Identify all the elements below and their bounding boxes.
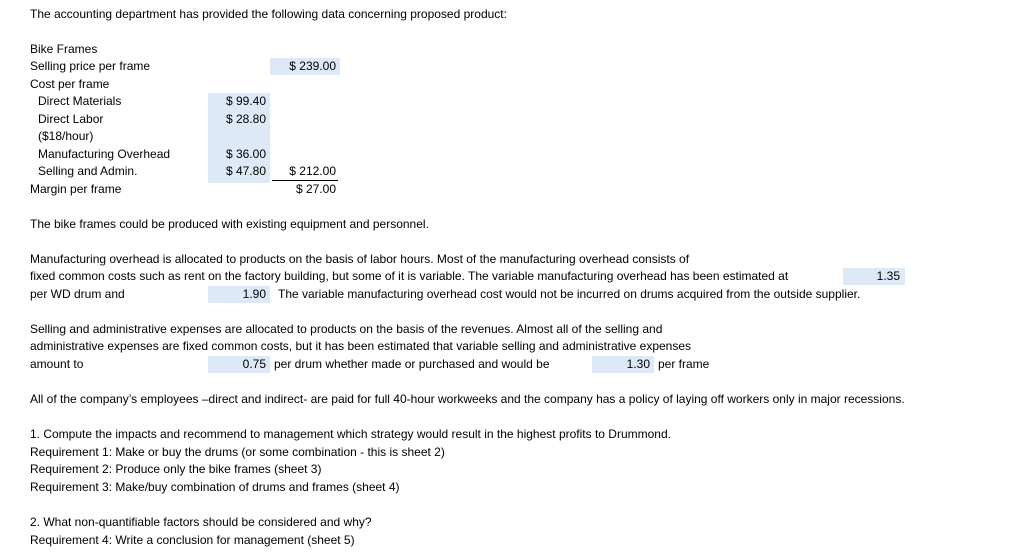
overhead-line-3-pre: per WD drum and <box>30 287 125 301</box>
manufacturing-overhead-label: Manufacturing Overhead <box>38 147 171 161</box>
employees-text: All of the company’s employees –direct and indirect- are paid for full 40-hour workweeks and the company has a policy of laying off workers only in major recessions. <box>30 392 905 406</box>
overhead-value-1: 1.35 <box>876 269 900 283</box>
cost-per-frame-label: Cost per frame <box>30 77 110 91</box>
margin-value: $ 27.00 <box>295 182 336 196</box>
overhead-line-2: fixed common costs such as rent on the factory building, but some of it is variable. The variable manufacturing overhead has been estimated at <box>30 269 789 283</box>
selling-line-3-mid: per drum whether made or purchased and would be <box>274 357 550 371</box>
selling-line-2: administrative expenses are fixed common costs, but it has been estimated that variable selling and administrative expenses <box>30 339 692 353</box>
bike-frames-heading: Bike Frames <box>30 42 98 56</box>
direct-labor-value: $ 28.80 <box>225 112 266 126</box>
question-2: 2. What non-quantifiable factors should be considered and why? <box>30 515 372 529</box>
direct-materials-label: Direct Materials <box>38 94 122 108</box>
manufacturing-overhead-value: $ 36.00 <box>225 147 266 161</box>
overhead-line-1: Manufacturing overhead is allocated to products on the basis of labor hours. Most of the manufacturing overhead consists of <box>30 252 690 266</box>
margin-label: Margin per frame <box>30 182 122 196</box>
selling-line-1: Selling and administrative expenses are allocated to products on the basis of the revenues. Almost all of the selling and <box>30 322 663 336</box>
selling-value-2: 1.30 <box>626 357 650 371</box>
direct-materials-value: $ 99.40 <box>225 94 266 108</box>
selling-admin-value: $ 47.80 <box>225 164 266 178</box>
selling-line-3-post: per frame <box>658 357 710 371</box>
selling-line-3-pre: amount to <box>30 357 84 371</box>
selling-price-label: Selling price per frame <box>30 59 151 73</box>
labor-rate-label: ($18/hour) <box>38 129 94 143</box>
overhead-line-3-post: The variable manufacturing overhead cost would not be incurred on drums acquired from the outside supplier. <box>278 287 861 301</box>
requirement-4: Requirement 4: Write a conclusion for management (sheet 5) <box>30 533 355 547</box>
selling-value-1: 0.75 <box>242 357 266 371</box>
total-cost-value: $ 212.00 <box>289 164 336 178</box>
total-underline <box>272 180 338 181</box>
question-1: 1. Compute the impacts and recommend to management which strategy would result in the highest profits to Drummond. <box>30 427 671 441</box>
overhead-value-2: 1.90 <box>242 287 266 301</box>
equipment-text: The bike frames could be produced with existing equipment and personnel. <box>30 217 429 231</box>
requirement-2: Requirement 2: Produce only the bike frames (sheet 3) <box>30 462 322 476</box>
requirement-1: Requirement 1: Make or buy the drums (or some combination - this is sheet 2) <box>30 445 445 459</box>
direct-labor-label: Direct Labor <box>38 112 104 126</box>
intro-text: The accounting department has provided the following data concerning proposed product: <box>30 7 507 21</box>
requirement-3: Requirement 3: Make/buy combination of drums and frames (sheet 4) <box>30 480 400 494</box>
selling-price-value: $ 239.00 <box>289 59 336 73</box>
selling-admin-label: Selling and Admin. <box>38 164 138 178</box>
